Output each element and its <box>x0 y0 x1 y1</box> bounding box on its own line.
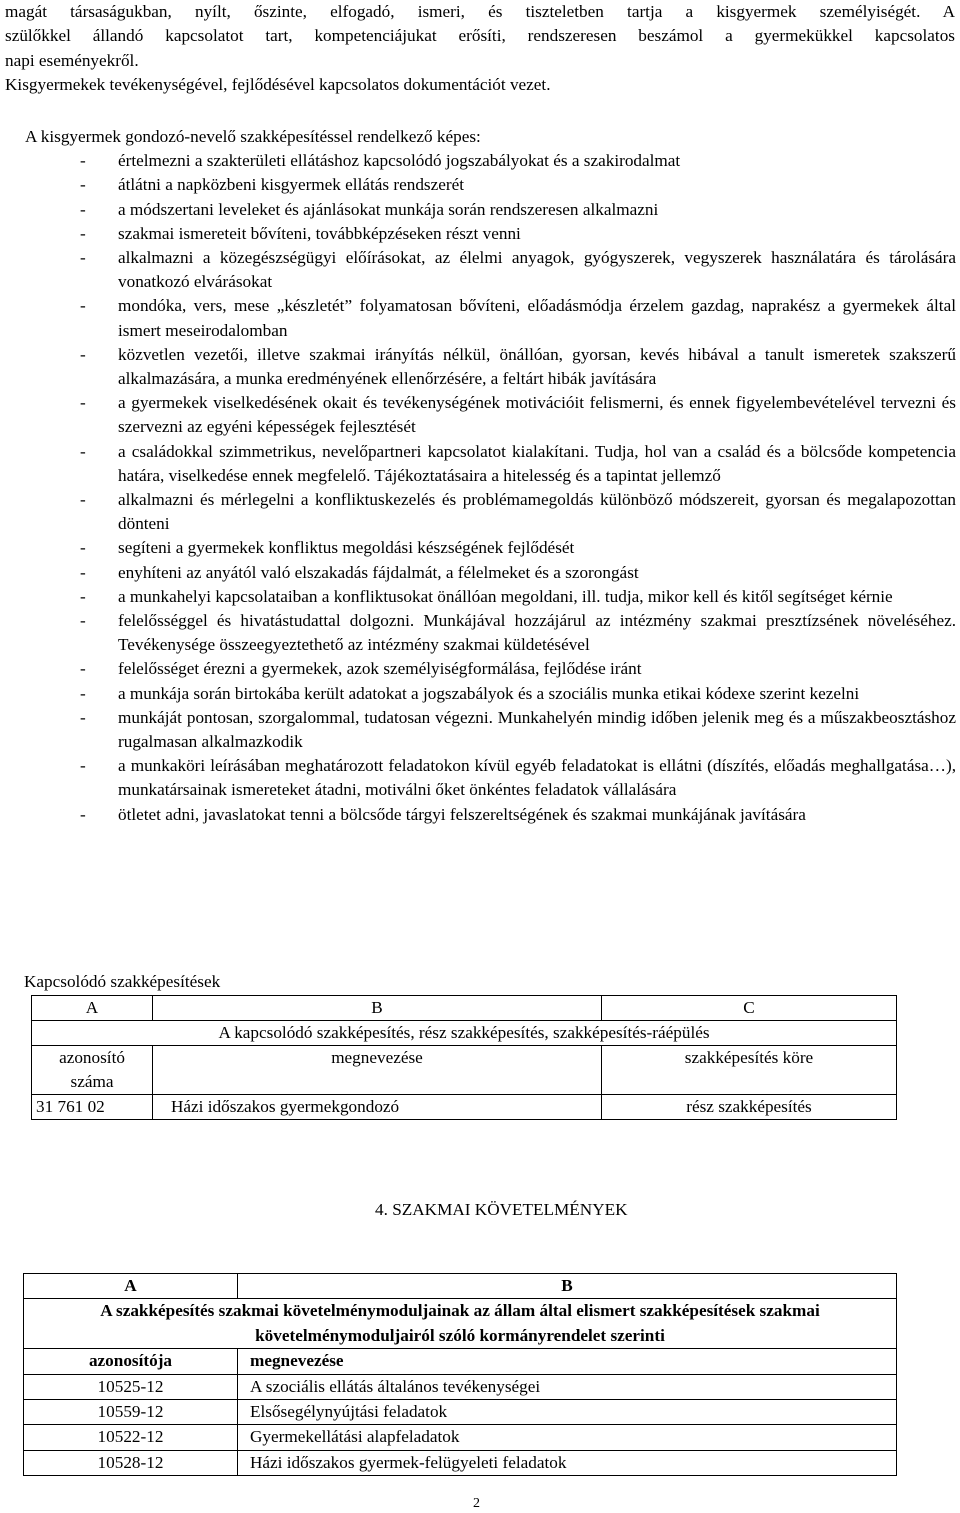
skill-item: - felelősséggel és hivatástudattal dolgozni. Munkájával hozzájárul az intézmény szakmai presztízsének növeléséhez. Tevékenysége összeegyeztethető az intézmény szakmai küldetésével <box>80 611 956 655</box>
column-header: B <box>238 1274 897 1299</box>
cell-id: 10525-12 <box>24 1374 238 1399</box>
cell-name: Házi időszakos gyermek-felügyeleti feladatok <box>238 1450 897 1475</box>
header-name: megnevezése <box>153 1046 602 1095</box>
skills-section <box>23 125 956 827</box>
skill-item: - munkáját pontosan, szorgalommal, tudatosan végezni. Munkahelyén mindig időben jelenik meg és a műszakbeosztáshoz rugalmasan alkalmazkodik <box>80 707 956 752</box>
skill-item: - a családokkal szimmetrikus, nevelőpartneri kapcsolatot kialakítani. Tudja, hol van a család és a bölcsőde kompetencia határa, viselkedése ennek megfelelő. Tájékoztatásaira a hitelesség és a tapintat jellemző <box>80 441 956 485</box>
skill-item: - a munkahelyi kapcsolataiban a konfliktusokat önállóan megoldani, ill. tudja, mikor kell és kitől segítséget kérnie <box>80 586 893 606</box>
page-number: 2 <box>473 1496 480 1511</box>
skill-item: - mondóka, vers, mese „készletét” folyamatosan bővíteni, előadásmódja érzelem gazdag, naprakész a gyermekek által ismert meseirodalomban <box>80 296 956 340</box>
cell-id: 10559-12 <box>24 1400 238 1425</box>
table-row <box>24 1349 897 1374</box>
table-row <box>32 996 897 1021</box>
header-id: azonosító száma <box>32 1046 153 1095</box>
header-scope: szakképesítés köre <box>602 1046 897 1095</box>
table-row <box>24 1425 897 1450</box>
modules-table <box>23 1273 897 1476</box>
cell-id: 31 761 02 <box>32 1095 153 1120</box>
skill-item: - felelősséget érezni a gyermekek, azok személyiségformálása, fejlődése iránt <box>80 659 642 679</box>
table-row <box>24 1450 897 1475</box>
skill-item: - alkalmazni és mérlegelni a konfliktuskezelés és problémamegoldás különböző módszereit, gyorsan és megalapozottan dönteni <box>80 490 956 534</box>
cell-name: Házi időszakos gyermekgondozó <box>153 1095 602 1120</box>
skill-item: - a munkaköri leírásában meghatározott feladatokon kívül egyéb feladatokat is ellátni (díszítés, előadás meghallgatása…), munkatársainak ismereteket átadni, motiválni őket önkéntes feladatok vállalására <box>80 756 956 800</box>
table-row <box>24 1299 897 1349</box>
skill-item: - átlátni a napközbeni kisgyermek ellátás rendszerét <box>80 175 464 195</box>
skill-item: - a gyermekek viselkedésének okait és tevékenységének motivációit felismerni, és ennek figyelembevételével tervezni és szervezni az egyéni képességek fejlesztését <box>80 393 956 437</box>
cell-name: Elsősegélynyújtási feladatok <box>238 1400 897 1425</box>
section-title: 4. SZAKMAI KÖVETELMÉNYEK <box>375 1200 628 1219</box>
intro-line-1: magát társaságukban, nyílt, őszinte, elfogadó, ismeri, és tiszteletben tartja a kisgyermek személyiségét. A <box>5 2 955 21</box>
skills-heading: A kisgyermek gondozó-nevelő szakképesítéssel rendelkező képes: <box>25 127 481 146</box>
skill-item: - szakmai ismereteit bővíteni, továbbképzéseken részt venni <box>80 223 521 243</box>
table-row <box>24 1400 897 1425</box>
intro-paragraph <box>5 0 955 97</box>
skill-item: - enyhíteni az anyától való elszakadás fájdalmát, a félelmeket és a szorongást <box>80 562 639 582</box>
intro-line-4: Kisgyermekek tevékenységével, fejlődésével kapcsolatos dokumentációt vezet. <box>5 74 551 94</box>
table-row <box>32 1046 897 1095</box>
related-qualifications-table <box>31 995 897 1120</box>
span-header: A szakképesítés szakmai követelménymoduljainak az állam által elismert szakképesítések szakmai követelménymoduljairól szóló kormányrendelet szerinti <box>24 1299 897 1349</box>
skill-item: - a módszertani leveleket és ajánlásokat munkája során rendszeresen alkalmazni <box>80 199 659 219</box>
intro-line-2: szülőkkel állandó kapcsolatot tart, kompetenciájukat erősíti, rendszeresen beszámol a gyermekükkel kapcsolatos <box>5 26 955 46</box>
header-name: megnevezése <box>238 1349 897 1374</box>
cell-scope: rész szakképesítés <box>602 1095 897 1120</box>
column-header: A <box>32 996 153 1021</box>
skill-list <box>23 149 956 827</box>
skill-item: - alkalmazni a közegészségügyi előírásokat, az élelmi anyagok, gyógyszerek, vegyszerek használatára és tárolására vonatkozó elvárásokat <box>80 248 956 292</box>
header-id: azonosítója <box>24 1349 238 1374</box>
skill-item: - közvetlen vezetői, illetve szakmai irányítás nélkül, önállóan, gyorsan, kevés hibával a tanult ismeretek szakszerű alkalmazására, a munka eredményének ellenőrzésére, a feltárt hibák javítására <box>80 344 956 389</box>
cell-name: A szociális ellátás általános tevékenységei <box>238 1374 897 1399</box>
table-row <box>32 1095 897 1120</box>
cell-id: 10528-12 <box>24 1450 238 1475</box>
skill-item: - ötletet adni, javaslatokat tenni a bölcsőde tárgyi felszereltségének és szakmai munkájának javítására <box>80 804 806 824</box>
table-row <box>24 1274 897 1299</box>
column-header: B <box>153 996 602 1021</box>
cell-name: Gyermekellátási alapfeladatok <box>238 1425 897 1450</box>
cell-id: 10522-12 <box>24 1425 238 1450</box>
intro-line-3: napi eseményekről. <box>5 50 139 70</box>
column-header: C <box>602 996 897 1021</box>
skill-item: - értelmezni a szakterületi ellátáshoz kapcsolódó jogszabályokat és a szakirodalmat <box>80 151 681 171</box>
related-qualifications-title: Kapcsolódó szakképesítések <box>24 972 221 991</box>
table-row <box>32 1021 897 1046</box>
skill-item: - segíteni a gyermekek konfliktus megoldási készségének fejlődését <box>80 538 575 558</box>
skill-item: - a munkája során birtokába került adatokat a jogszabályok és a szociális munka etikai kódexe szerint kezelni <box>80 683 860 703</box>
column-header: A <box>24 1274 238 1299</box>
span-header: A kapcsolódó szakképesítés, rész szakképesítés, szakképesítés-ráépülés <box>32 1021 897 1046</box>
table-row <box>24 1374 897 1399</box>
